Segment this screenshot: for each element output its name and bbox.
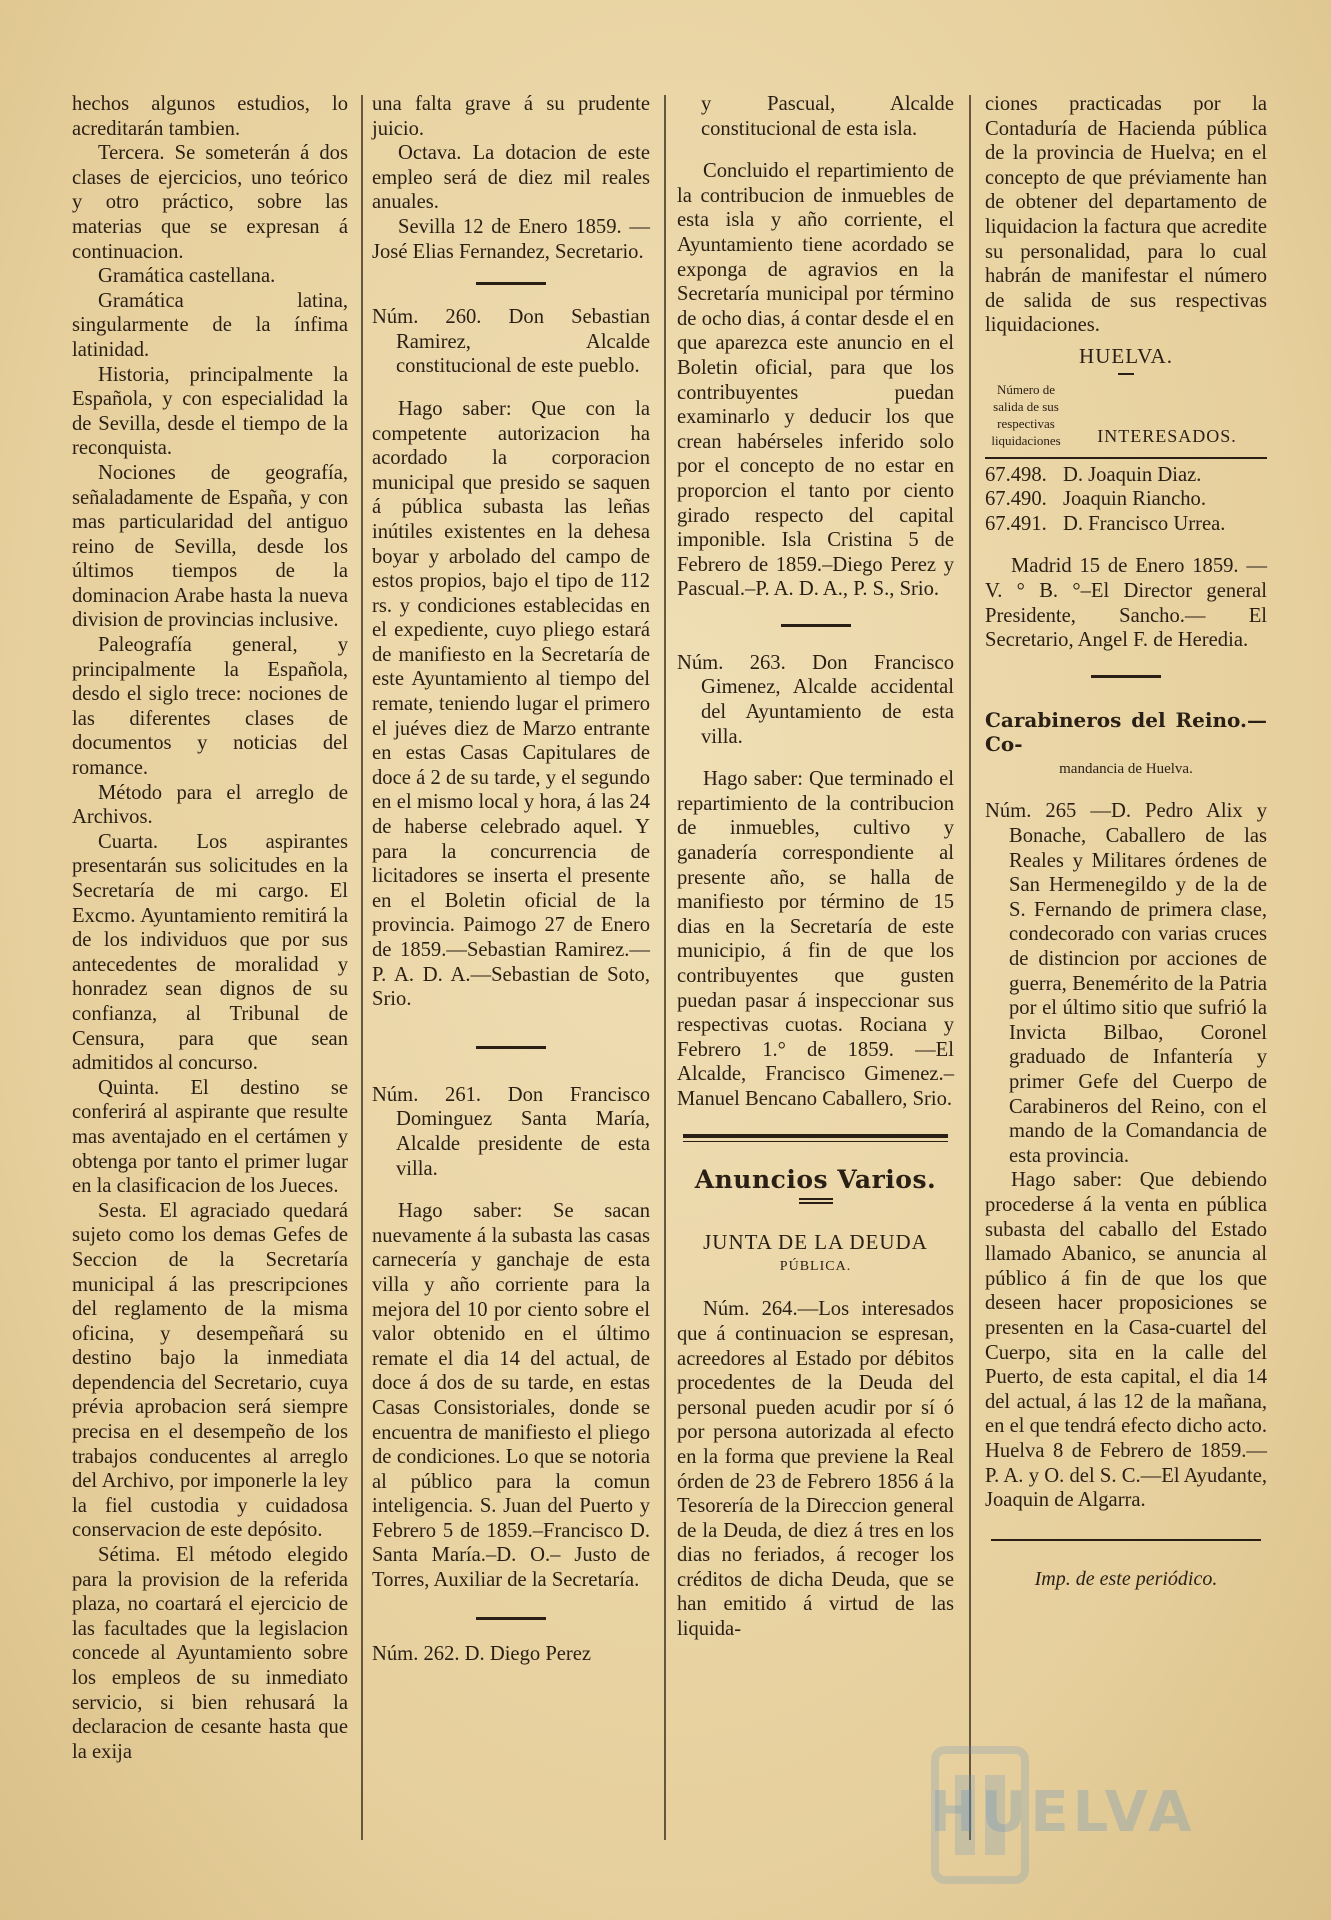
paragraph: Quinta. El destino se conferirá al aspirante que resulte mas aventajado en el certámen y obtenga por tanto el primer lugar en la clasificacion de los Jueces. bbox=[72, 1076, 348, 1198]
paragraph: y Pascual, Alcalde constitucional de esta isla. bbox=[701, 93, 954, 140]
paragraph: Octava. La dotacion de este empleo será de diez mil reales anuales. bbox=[372, 142, 650, 214]
paragraph: Sétima. El método elegido para la provision de la referida plaza, no coartará el ejercicio de las facultades que la legislacion concede al Ayuntamiento sobre los empleos de su inmediato servicio, si bien rehusará la declaracion de cesante hasta que la exija bbox=[72, 1544, 348, 1763]
row-name: Joaquin Riancho. bbox=[1063, 488, 1206, 511]
table-row bbox=[985, 512, 1267, 537]
row-number: 67.498. bbox=[985, 463, 1047, 486]
paragraph: Gramática castellana. bbox=[98, 265, 276, 288]
row-number: 67.490. bbox=[985, 488, 1047, 511]
section-double-rule bbox=[683, 1134, 948, 1142]
place-heading: HUELVA. bbox=[1079, 343, 1173, 368]
notice-body: Hago saber: Que con la competente autorizacion ha acordado la corporacion municipal que presido se saquen á pública subasta las leñas inútiles existentes en la dehesa boyar y arbolado del campo de estos propios, bajo el tipo de 112 rs. y condiciones establecidas en el expediente, cuyo pliego estará de manifiesto en la Secretaría de este Ayuntamiento al tiempo del remate, teniendo lugar el primero el juéves diez de Marzo entrante en estas Casas Capitulares de doce á 2 de su tarde, y el segundo en el mismo local y hora, á las 24 de haberse celebrado aquel. Y para la concurrencia de licitadores se inserta el presente en el Boletin oficial de la provincia. Paimogo 27 de Enero de 1859.—Sebastian Ramirez.—P. A. D. A.—Sebastian de Soto, Srio. bbox=[372, 397, 650, 1011]
column-3 bbox=[677, 92, 954, 1642]
column-divider bbox=[664, 95, 666, 1840]
paragraph: Paleografía general, y principalmente la Española, desdo el siglo trece: nociones de las diferentes clases de documentos y noticias del romance. bbox=[72, 634, 348, 780]
row-name: D. Joaquin Diaz. bbox=[1063, 463, 1202, 486]
column-divider bbox=[969, 95, 971, 1840]
table-row bbox=[985, 487, 1267, 512]
footer-rule bbox=[991, 1539, 1261, 1541]
separator-rule bbox=[476, 1617, 546, 1620]
notice-heading: Núm. 263. Don Francisco Gimenez, Alcalde accidental del Ayuntamiento de esta villa. bbox=[677, 651, 954, 748]
separator-rule bbox=[476, 1046, 546, 1049]
subsection-subtitle: PÚBLICA. bbox=[779, 1258, 852, 1274]
column-divider bbox=[361, 95, 363, 1840]
table-header-number: Número de salida de sus respectivas liquidaciones bbox=[991, 381, 1061, 448]
column-4 bbox=[985, 92, 1267, 1591]
paragraph: una falta grave á su prudente juicio. bbox=[372, 93, 650, 140]
subsection-title: JUNTA DE LA DEUDA bbox=[703, 1230, 928, 1255]
notice-body: Hago saber: Que terminado el repartimiento de la contribucion de inmuebles, cultivo y ganadería correspondiente al presente año, se halla de manifiesto por término de 15 dias en la Secretaría de este municipio, á fin de que los contribuyentes que gusten puedan pasar á inspeccionar sus respectivas cuotas. Rociana y Febrero 1.° de 1859. —El Alcalde, Francisco Gimenez.–Manuel Bencano Caballero, Srio. bbox=[677, 768, 954, 1110]
watermark: HUELVA bbox=[930, 1780, 1196, 1845]
section-title: Anuncios Varios. bbox=[694, 1164, 937, 1194]
separator-rule bbox=[1091, 675, 1161, 678]
column-1 bbox=[72, 92, 348, 1764]
paragraph: Historia, principalmente la Española, y con especialidad la de Sevilla, desde el tiempo de la reconquista. bbox=[72, 363, 348, 460]
row-number: 67.491. bbox=[985, 512, 1047, 535]
table-header-interesados: INTERESADOS. bbox=[1097, 425, 1237, 446]
signature: Madrid 15 de Enero 1859. —V. ° B. °–El Director general Presidente, Sancho.— El Secretario, Angel F. de Heredia. bbox=[985, 555, 1267, 652]
paragraph: ciones practicadas por la Contaduría de Hacienda pública de la provincia de Huelva; en el concepto de que préviamente han de obtener del departamento de liquidacion la factura que acredite su personalidad, para lo cual habrán de manifestar el número de salida de sus respectivas liquidaciones. bbox=[985, 93, 1267, 337]
notice-body: Núm. 264.—Los interesados que á continuacion se espresan, acreedores al Estado por débitos procedentes de la Deuda del personal pueden acudir por sí ó por persona autorizada al efecto en la forma que previene la Real órden de 23 de Febrero 1856 á la Tesorería de la Direccion general de la Deuda, de diez á tres en los dias no feriados, á recoger los créditos de dicha Deuda, que se han emitido á virtud de las liquida- bbox=[677, 1298, 954, 1641]
paragraph: Gramática latina, singularmente de la ínfima latinidad. bbox=[72, 289, 348, 361]
ornament-rule bbox=[799, 1198, 833, 1204]
notice-heading: Núm. 260. Don Sebastian Ramirez, Alcalde constitucional de este pueblo. bbox=[372, 306, 650, 378]
notice-heading: Núm. 265 —D. Pedro Alix y Bonache, Caballero de las Reales y Militares órdenes de San Hermenegildo y de la de S. Fernando de primera clase, condecorado con varias cruces de distincion por acciones de guerra, Benemérito de la Patria por el último sitio que sufrió la Invicta Bilbao, Coronel graduado de Infantería y primer Gefe del Cuerpo de Carabineros del Reino, con el mando de la Comandancia de esta provincia. bbox=[985, 800, 1267, 1167]
paragraph: Método para el arreglo de Archivos. bbox=[72, 781, 348, 829]
creditors-table-header bbox=[985, 381, 1267, 449]
paragraph: Cuarta. Los aspirantes presentarán sus solicitudes en la Secretaría de mi cargo. El Excmo. Ayuntamiento remitirá la de los individuos que por sus antecedentes de moralidad y honradez sean dignos de su confianza, al Tribunal de Censura, para que sean admitidos al concurso. bbox=[72, 830, 348, 1075]
section-heading: Carabineros del Reino.—Co- bbox=[985, 707, 1267, 757]
section-subheading: mandancia de Huelva. bbox=[1059, 760, 1193, 777]
separator-rule bbox=[781, 624, 851, 627]
printer-imprint: Imp. de este periódico. bbox=[1034, 1567, 1218, 1590]
notice-body: Hago saber: Se sacan nuevamente á la subasta las casas carnecería y ganchaje de esta villa y año corriente para la mejora del 10 por ciento sobre el valor obtenido en el último remate el dia 14 del actual, de doce á dos de su tarde, en estas Casas Consistoriales, donde se encuentra de manifiesto el pliego de condiciones. Lo que se notoria al público para la comun inteligencia. S. Juan del Puerto y Febrero 5 de 1859.–Francisco D. Santa María.–D. O.– Justo de Torres, Auxiliar de la Secretaría. bbox=[372, 1200, 650, 1592]
separator-rule bbox=[476, 282, 546, 285]
row-name: D. Francisco Urrea. bbox=[1063, 512, 1226, 535]
table-row bbox=[985, 463, 1267, 488]
column-2 bbox=[372, 92, 650, 1666]
signature: Sevilla 12 de Enero 1859. —José Elias Fernandez, Secretario. bbox=[372, 215, 650, 263]
notice-body: Concluido el repartimiento de la contribucion de inmuebles de esta isla y año corriente, el Ayuntamiento tiene acordado se exponga de agravios en la Secretaría municipal por término de ocho dias, á contar desde el en que aparezca este anuncio en el Boletin oficial, para que los contribuyentes puedan examinarlo y deducir los que crean habérseles inferido solo por el concepto de no estar en proporcion el tanto por ciento girado respecto del capital imponible. Isla Cristina 5 de Febrero de 1859.–Diego Perez y Pascual.–P. A. D. A., P. S., Srio. bbox=[677, 160, 954, 601]
paragraph: Tercera. Se someterán á dos clases de ejercicios, uno teórico y otro práctico, sobre las materias que se expresan á continuacion. bbox=[72, 142, 348, 263]
notice-heading: Núm. 262. D. Diego Perez bbox=[372, 1642, 592, 1665]
dash bbox=[1118, 373, 1134, 375]
notice-heading: Núm. 261. Don Francisco Dominguez Santa María, Alcalde presidente de esta villa. bbox=[372, 1083, 650, 1180]
notice-body: Hago saber: Que debiendo procederse á la venta en pública subasta del caballo del Estado llamado Abanico, se anuncia al público á fin de que los que deseen hacer proposiciones se presenten en la Casa-cuartel del Cuerpo, sita en la calle del Puerto, de esta capital, el dia 14 del actual, á las 12 de la mañana, en el que tendrá efecto dicho acto. Huelva 8 de Febrero de 1859.— P. A. y O. del S. C.—El Ayudante, Joaquin de Algarra. bbox=[985, 1169, 1267, 1512]
paragraph: Nociones de geografía, señaladamente de España, y con mas particularidad del antiguo reino de Sevilla, desde los últimos tiempos de la dominacion Arabe hasta la nueva division de provincias inclusive. bbox=[72, 461, 348, 632]
paragraph: hechos algunos estudios, lo acreditarán tambien. bbox=[72, 93, 348, 140]
paragraph: Sesta. El agraciado quedará sujeto como los demas Gefes de Seccion de la Secretaría municipal á las prescripciones del reglamento de la misma oficina, y desempeñará su destino bajo la inmediata dependencia del Secretario, cuya prévia aprobacion será siempre precisa en el desempeño de los trabajos conducentes al arreglo del Archivo, por imponerle la ley la fiel custodia y cuidadosa conservacion de este depósito. bbox=[72, 1199, 348, 1542]
table-rule bbox=[985, 457, 1267, 459]
